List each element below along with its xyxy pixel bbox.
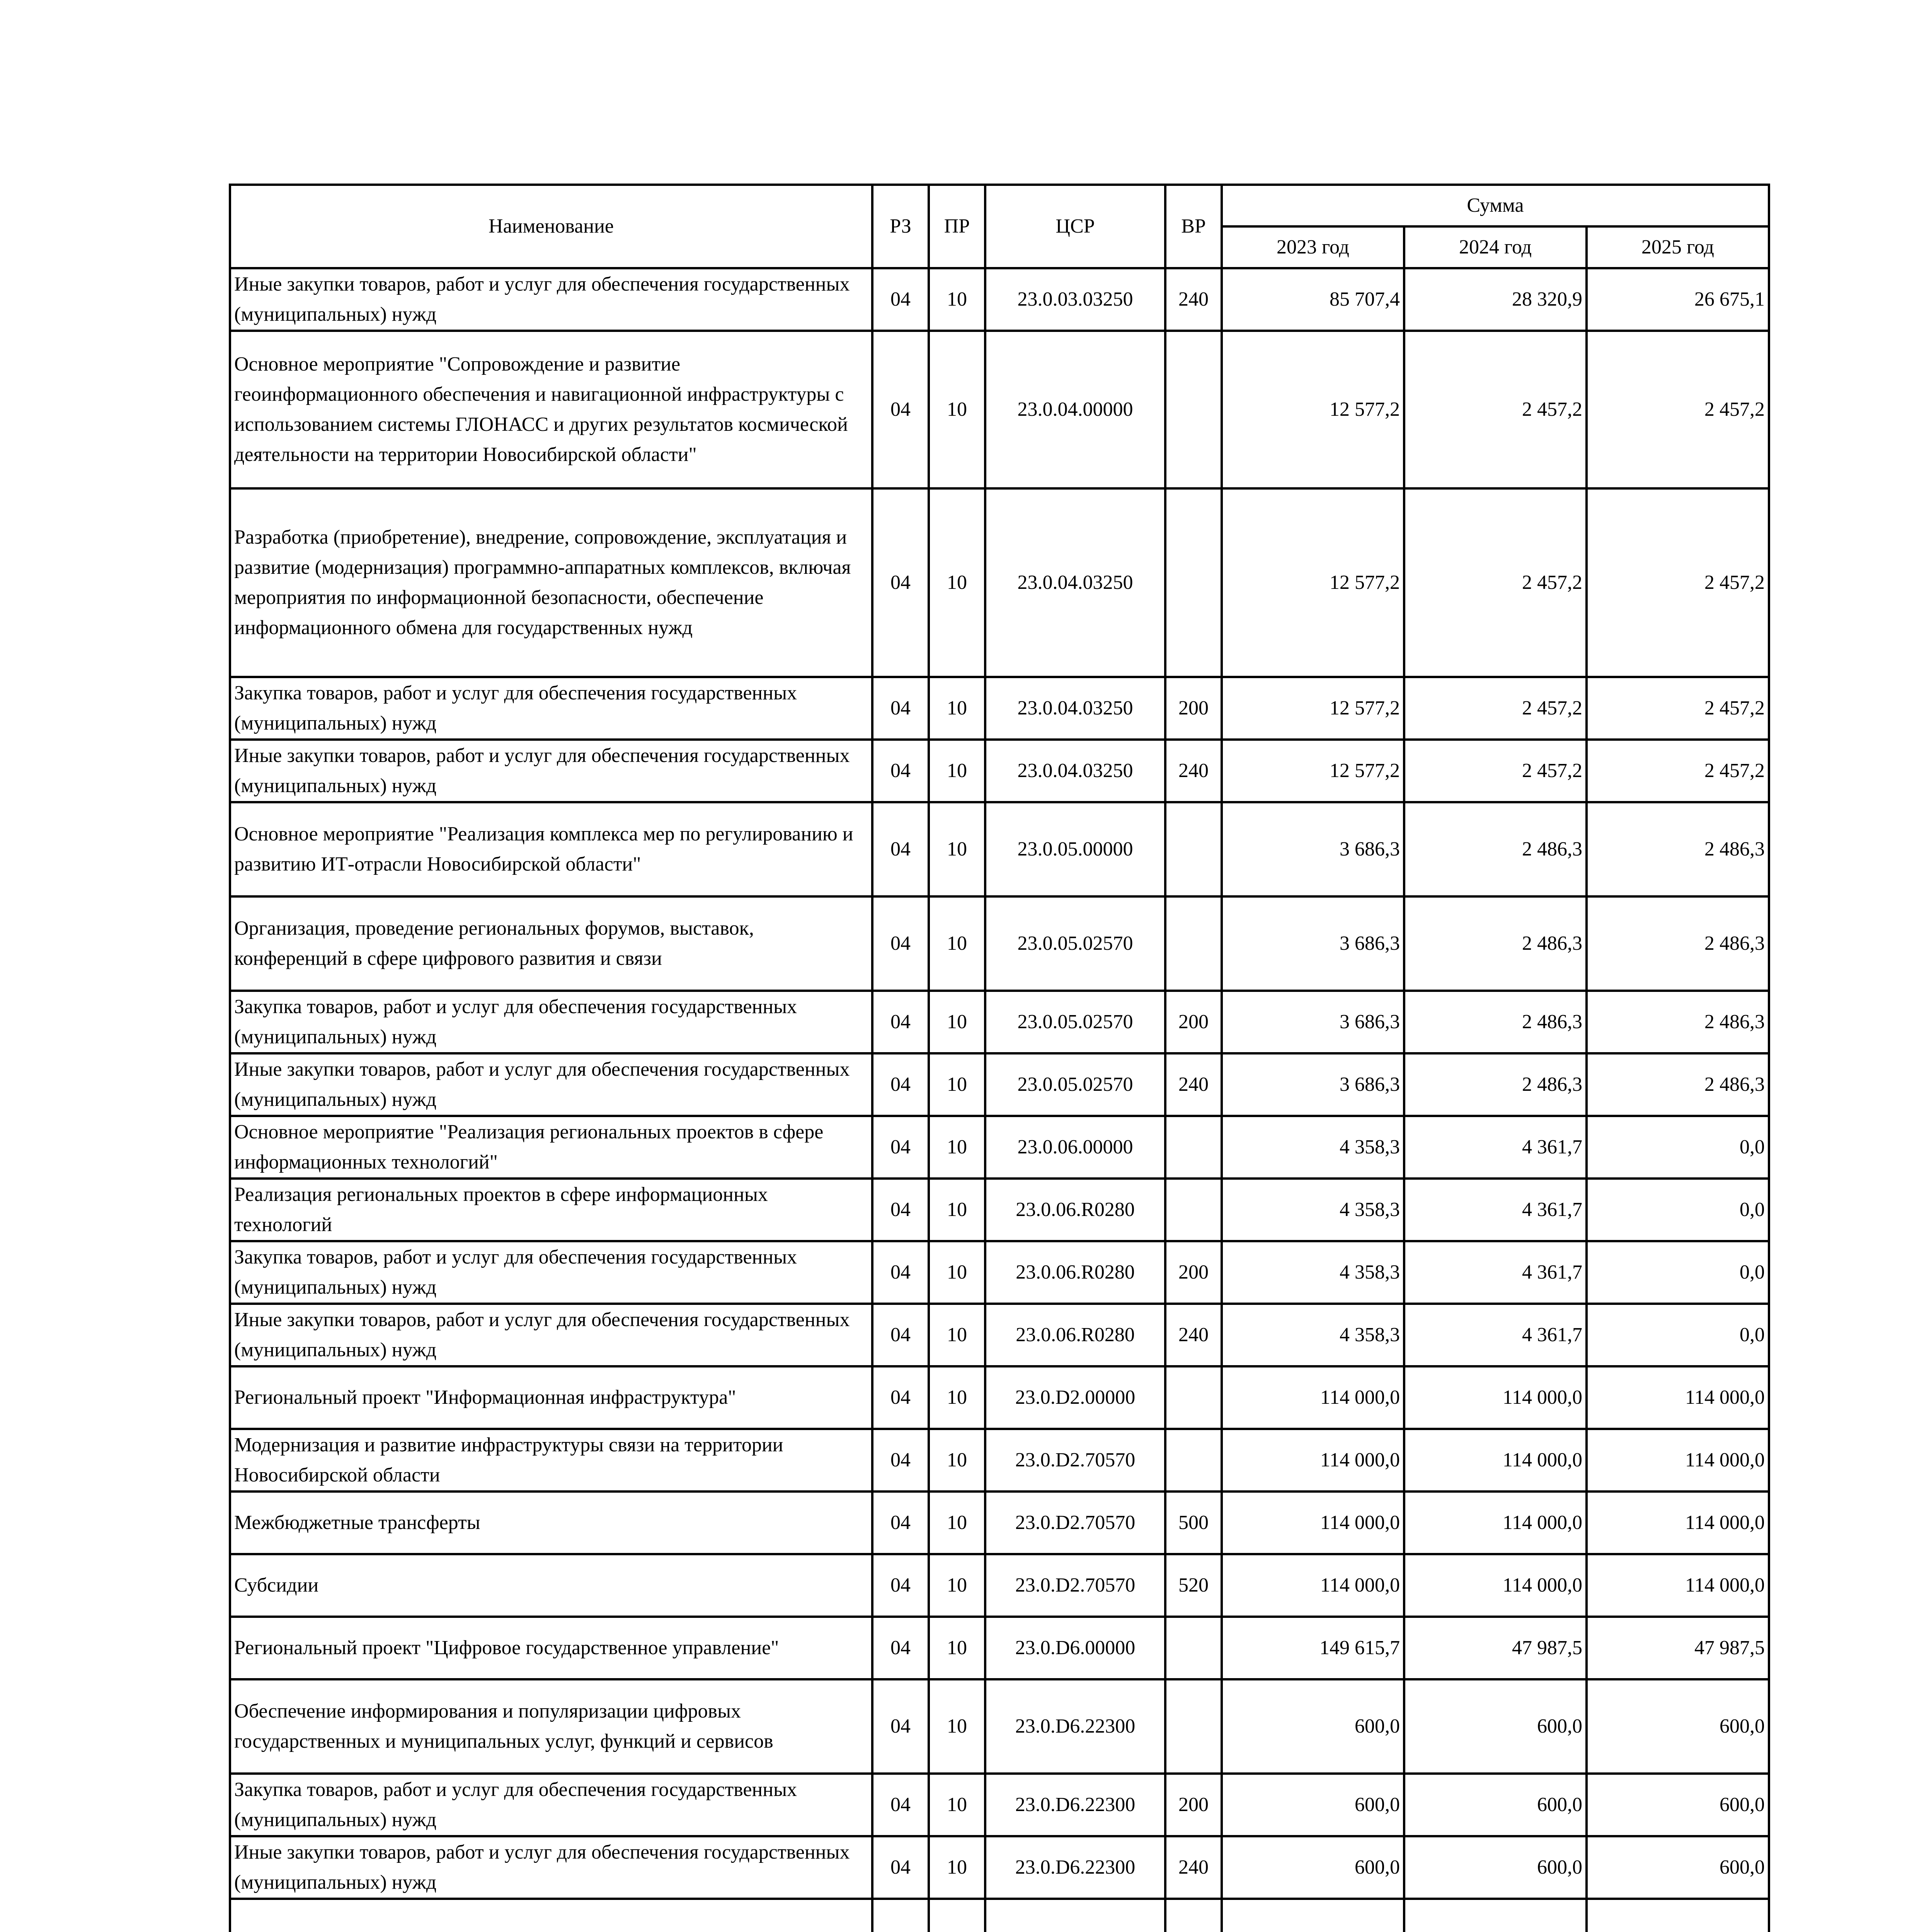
row-name: Модернизация и развитие инфраструктуры связи на территории Новосибирской области	[230, 1429, 872, 1492]
table-row	[230, 1836, 1769, 1899]
table-row	[230, 677, 1769, 740]
header-sum: Сумма	[1222, 185, 1769, 226]
row-amount-2023: 3 686,3	[1222, 991, 1404, 1053]
row-csr	[985, 1899, 1165, 1932]
row-rz: 04	[872, 1429, 929, 1492]
row-name: Региональный проект "Цифровое государственное управление"	[230, 1617, 872, 1679]
row-rz: 04	[872, 488, 929, 677]
row-amount-2024: 600,0	[1404, 1679, 1587, 1774]
row-csr: 23.0.06.R0280	[985, 1241, 1165, 1304]
row-vr	[1165, 1679, 1222, 1774]
row-name: Межбюджетные трансферты	[230, 1492, 872, 1554]
row-amount-2025: 0,0	[1587, 1241, 1769, 1304]
row-amount-2024: 47 987,5	[1404, 1617, 1587, 1679]
row-name: Иные закупки товаров, работ и услуг для обеспечения государственных (муниципальных) нужд	[230, 1836, 872, 1899]
row-csr: 23.0.05.02570	[985, 991, 1165, 1053]
row-amount-2025: 2 486,3	[1587, 991, 1769, 1053]
row-vr	[1165, 1899, 1222, 1932]
row-amount-2025: 26 675,1	[1587, 268, 1769, 331]
row-name: Субсидии	[230, 1554, 872, 1617]
row-amount-2024: 2 486,3	[1404, 802, 1587, 896]
table-row	[230, 1774, 1769, 1836]
row-amount-2023: 114 000,0	[1222, 1554, 1404, 1617]
row-vr	[1165, 896, 1222, 991]
row-amount-2025: 2 486,3	[1587, 1053, 1769, 1116]
row-csr: 23.0.05.02570	[985, 1053, 1165, 1116]
row-amount-2023: 600,0	[1222, 1774, 1404, 1836]
row-csr: 23.0.03.03250	[985, 268, 1165, 331]
table-row	[230, 1617, 1769, 1679]
row-amount-2024: 600,0	[1404, 1774, 1587, 1836]
row-vr: 500	[1165, 1492, 1222, 1554]
row-pr: 10	[929, 677, 985, 740]
row-rz: 04	[872, 1366, 929, 1429]
row-amount-2024: 114 000,0	[1404, 1492, 1587, 1554]
row-name: Организация, проведение региональных форумов, выставок, конференций в сфере цифрового развития и связи	[230, 896, 872, 991]
row-amount-2024: 2 457,2	[1404, 488, 1587, 677]
row-pr: 10	[929, 1836, 985, 1899]
row-pr: 10	[929, 1554, 985, 1617]
budget-table	[229, 184, 1770, 1932]
row-rz: 04	[872, 268, 929, 331]
row-vr: 200	[1165, 991, 1222, 1053]
header-name: Наименование	[230, 185, 872, 268]
row-amount-2024: 114 000,0	[1404, 1429, 1587, 1492]
row-pr: 10	[929, 1241, 985, 1304]
row-rz: 04	[872, 740, 929, 802]
row-amount-2025: 114 000,0	[1587, 1492, 1769, 1554]
row-rz: 04	[872, 1116, 929, 1179]
row-amount-2025: 2 486,3	[1587, 802, 1769, 896]
row-csr: 23.0.05.00000	[985, 802, 1165, 896]
table-row	[230, 1053, 1769, 1116]
table-row	[230, 1679, 1769, 1774]
row-pr: 10	[929, 1179, 985, 1241]
row-csr: 23.0.D2.70570	[985, 1429, 1165, 1492]
row-csr: 23.0.06.R0280	[985, 1304, 1165, 1366]
row-pr: 10	[929, 1366, 985, 1429]
row-vr: 200	[1165, 677, 1222, 740]
row-amount-2025: 0,0	[1587, 1179, 1769, 1241]
table-row	[230, 1492, 1769, 1554]
row-csr: 23.0.06.R0280	[985, 1179, 1165, 1241]
row-amount-2023: 12 577,2	[1222, 740, 1404, 802]
row-amount-2024: 2 486,3	[1404, 991, 1587, 1053]
row-name: Закупка товаров, работ и услуг для обеспечения государственных (муниципальных) нужд	[230, 1241, 872, 1304]
row-amount-2024: 4 361,7	[1404, 1241, 1587, 1304]
row-amount-2025: 600,0	[1587, 1774, 1769, 1836]
row-amount-2023: 600,0	[1222, 1679, 1404, 1774]
row-name: Иные закупки товаров, работ и услуг для обеспечения государственных (муниципальных) нужд	[230, 1053, 872, 1116]
row-amount-2023: 3 686,3	[1222, 1053, 1404, 1116]
row-vr	[1165, 488, 1222, 677]
row-csr: 23.0.06.00000	[985, 1116, 1165, 1179]
row-name: Разработка (приобретение), внедрение, сопровождение, эксплуатация и развитие (модернизация) программно-аппаратных комплексов, включая мероприятия по информационной безопасности, обеспечение информационного обмена для государственных нужд	[230, 488, 872, 677]
row-pr: 10	[929, 802, 985, 896]
row-amount-2023: 85 707,4	[1222, 268, 1404, 331]
row-vr: 200	[1165, 1241, 1222, 1304]
row-name: Иные закупки товаров, работ и услуг для обеспечения государственных (муниципальных) нужд	[230, 740, 872, 802]
row-vr: 240	[1165, 1304, 1222, 1366]
row-amount-2025: 114 000,0	[1587, 1429, 1769, 1492]
row-pr: 10	[929, 1116, 985, 1179]
row-amount-2024: 2 457,2	[1404, 677, 1587, 740]
row-name: Основное мероприятие "Сопровождение и развитие геоинформационного обеспечения и навигационной инфраструктуры с использованием системы ГЛОНАСС и других результатов космической деятельности на территории Новосибирской области"	[230, 331, 872, 488]
row-rz: 04	[872, 1774, 929, 1836]
row-amount-2025: 2 457,2	[1587, 677, 1769, 740]
row-pr: 10	[929, 740, 985, 802]
row-vr: 200	[1165, 1774, 1222, 1836]
row-name: Обеспечение информирования и популяризации цифровых государственных и муниципальных услуг, функций и сервисов	[230, 1679, 872, 1774]
row-name: Основное мероприятие "Реализация комплекса мер по регулированию и развитию ИТ-отрасли Новосибирской области"	[230, 802, 872, 896]
table-row	[230, 1179, 1769, 1241]
row-csr: 23.0.D6.22300	[985, 1774, 1165, 1836]
row-pr: 10	[929, 991, 985, 1053]
row-rz: 04	[872, 1304, 929, 1366]
row-rz: 04	[872, 1241, 929, 1304]
row-rz: 04	[872, 896, 929, 991]
row-rz: 04	[872, 1836, 929, 1899]
table-row	[230, 268, 1769, 331]
row-amount-2025: 114 000,0	[1587, 1366, 1769, 1429]
row-rz: 04	[872, 331, 929, 488]
row-amount-2025: 0,0	[1587, 1304, 1769, 1366]
row-csr: 23.0.04.03250	[985, 677, 1165, 740]
row-name: Закупка товаров, работ и услуг для обеспечения государственных (муниципальных) нужд	[230, 1774, 872, 1836]
row-pr: 10	[929, 268, 985, 331]
table-row	[230, 1429, 1769, 1492]
row-rz	[872, 1899, 929, 1932]
row-amount-2025: 600,0	[1587, 1679, 1769, 1774]
row-amount-2025: 47 987,5	[1587, 1617, 1769, 1679]
table-row	[230, 896, 1769, 991]
table-row	[230, 1899, 1769, 1932]
row-name: Региональный проект "Информационная инфраструктура"	[230, 1366, 872, 1429]
table-row	[230, 1241, 1769, 1304]
table-body	[230, 268, 1769, 1932]
table-row	[230, 991, 1769, 1053]
row-vr	[1165, 1179, 1222, 1241]
row-amount-2025: 600,0	[1587, 1836, 1769, 1899]
header-year-2024: 2024 год	[1404, 226, 1587, 268]
table-header	[230, 185, 1769, 268]
row-amount-2023	[1222, 1899, 1404, 1932]
row-amount-2024: 4 361,7	[1404, 1116, 1587, 1179]
row-amount-2023: 12 577,2	[1222, 331, 1404, 488]
row-amount-2024: 114 000,0	[1404, 1554, 1587, 1617]
row-vr: 240	[1165, 740, 1222, 802]
row-amount-2023: 3 686,3	[1222, 896, 1404, 991]
row-rz: 04	[872, 1179, 929, 1241]
row-name: Иные закупки товаров, работ и услуг для обеспечения государственных (муниципальных) нужд	[230, 1304, 872, 1366]
row-amount-2025: 2 457,2	[1587, 488, 1769, 677]
row-amount-2023: 149 615,7	[1222, 1617, 1404, 1679]
row-amount-2025: 2 457,2	[1587, 740, 1769, 802]
row-amount-2024: 2 486,3	[1404, 896, 1587, 991]
row-rz: 04	[872, 802, 929, 896]
row-amount-2025: 114 000,0	[1587, 1554, 1769, 1617]
table-row	[230, 331, 1769, 488]
row-vr	[1165, 1617, 1222, 1679]
row-rz: 04	[872, 1617, 929, 1679]
row-amount-2023: 12 577,2	[1222, 677, 1404, 740]
row-vr: 240	[1165, 268, 1222, 331]
row-csr: 23.0.05.02570	[985, 896, 1165, 991]
row-csr: 23.0.04.00000	[985, 331, 1165, 488]
row-csr: 23.0.D2.00000	[985, 1366, 1165, 1429]
table-row	[230, 740, 1769, 802]
table-row	[230, 488, 1769, 677]
table-row	[230, 1366, 1769, 1429]
row-amount-2023: 4 358,3	[1222, 1304, 1404, 1366]
row-pr: 10	[929, 1774, 985, 1836]
header-rz: РЗ	[872, 185, 929, 268]
row-amount-2024: 4 361,7	[1404, 1304, 1587, 1366]
row-pr: 10	[929, 1617, 985, 1679]
row-amount-2025: 2 486,3	[1587, 896, 1769, 991]
row-amount-2023: 114 000,0	[1222, 1429, 1404, 1492]
row-pr: 10	[929, 896, 985, 991]
row-pr	[929, 1899, 985, 1932]
header-csr: ЦСР	[985, 185, 1165, 268]
row-amount-2023: 114 000,0	[1222, 1492, 1404, 1554]
table-row	[230, 802, 1769, 896]
row-amount-2024: 2 457,2	[1404, 740, 1587, 802]
row-amount-2023: 12 577,2	[1222, 488, 1404, 677]
row-csr: 23.0.D2.70570	[985, 1554, 1165, 1617]
row-pr: 10	[929, 331, 985, 488]
row-amount-2023: 114 000,0	[1222, 1366, 1404, 1429]
row-vr: 240	[1165, 1053, 1222, 1116]
row-csr: 23.0.D6.22300	[985, 1679, 1165, 1774]
table-row	[230, 1554, 1769, 1617]
row-pr: 10	[929, 488, 985, 677]
row-vr: 520	[1165, 1554, 1222, 1617]
row-amount-2023: 3 686,3	[1222, 802, 1404, 896]
row-rz: 04	[872, 1053, 929, 1116]
row-vr	[1165, 1116, 1222, 1179]
row-rz: 04	[872, 1492, 929, 1554]
row-pr: 10	[929, 1492, 985, 1554]
row-pr: 10	[929, 1679, 985, 1774]
row-amount-2024: 114 000,0	[1404, 1366, 1587, 1429]
table-row	[230, 1116, 1769, 1179]
header-pr: ПР	[929, 185, 985, 268]
row-csr: 23.0.D6.00000	[985, 1617, 1165, 1679]
row-rz: 04	[872, 1679, 929, 1774]
row-name: Закупка товаров, работ и услуг для обеспечения государственных (муниципальных) нужд	[230, 677, 872, 740]
row-csr: 23.0.D2.70570	[985, 1492, 1165, 1554]
row-amount-2025: 2 457,2	[1587, 331, 1769, 488]
row-amount-2025: 0,0	[1587, 1116, 1769, 1179]
header-year-2023: 2023 год	[1222, 226, 1404, 268]
row-amount-2024: 28 320,9	[1404, 268, 1587, 331]
row-vr	[1165, 802, 1222, 896]
row-amount-2024	[1404, 1899, 1587, 1932]
row-rz: 04	[872, 677, 929, 740]
row-pr: 10	[929, 1429, 985, 1492]
row-amount-2024: 2 486,3	[1404, 1053, 1587, 1116]
row-pr: 10	[929, 1053, 985, 1116]
row-vr	[1165, 331, 1222, 488]
row-amount-2025	[1587, 1899, 1769, 1932]
table-row	[230, 1304, 1769, 1366]
row-amount-2023: 4 358,3	[1222, 1179, 1404, 1241]
row-amount-2023: 4 358,3	[1222, 1241, 1404, 1304]
row-amount-2023: 600,0	[1222, 1836, 1404, 1899]
row-name: Закупка товаров, работ и услуг для обеспечения государственных (муниципальных) нужд	[230, 991, 872, 1053]
row-vr	[1165, 1429, 1222, 1492]
row-vr	[1165, 1366, 1222, 1429]
row-rz: 04	[872, 1554, 929, 1617]
row-csr: 23.0.04.03250	[985, 488, 1165, 677]
row-csr: 23.0.04.03250	[985, 740, 1165, 802]
row-name: Реализация региональных проектов в сфере информационных технологий	[230, 1179, 872, 1241]
row-name	[230, 1899, 872, 1932]
row-rz: 04	[872, 991, 929, 1053]
row-amount-2024: 600,0	[1404, 1836, 1587, 1899]
row-amount-2023: 4 358,3	[1222, 1116, 1404, 1179]
row-amount-2024: 2 457,2	[1404, 331, 1587, 488]
row-name: Иные закупки товаров, работ и услуг для обеспечения государственных (муниципальных) нужд	[230, 268, 872, 331]
row-vr: 240	[1165, 1836, 1222, 1899]
header-year-2025: 2025 год	[1587, 226, 1769, 268]
row-amount-2024: 4 361,7	[1404, 1179, 1587, 1241]
row-name: Основное мероприятие "Реализация региональных проектов в сфере информационных технологий"	[230, 1116, 872, 1179]
header-vr: ВР	[1165, 185, 1222, 268]
row-csr: 23.0.D6.22300	[985, 1836, 1165, 1899]
row-pr: 10	[929, 1304, 985, 1366]
